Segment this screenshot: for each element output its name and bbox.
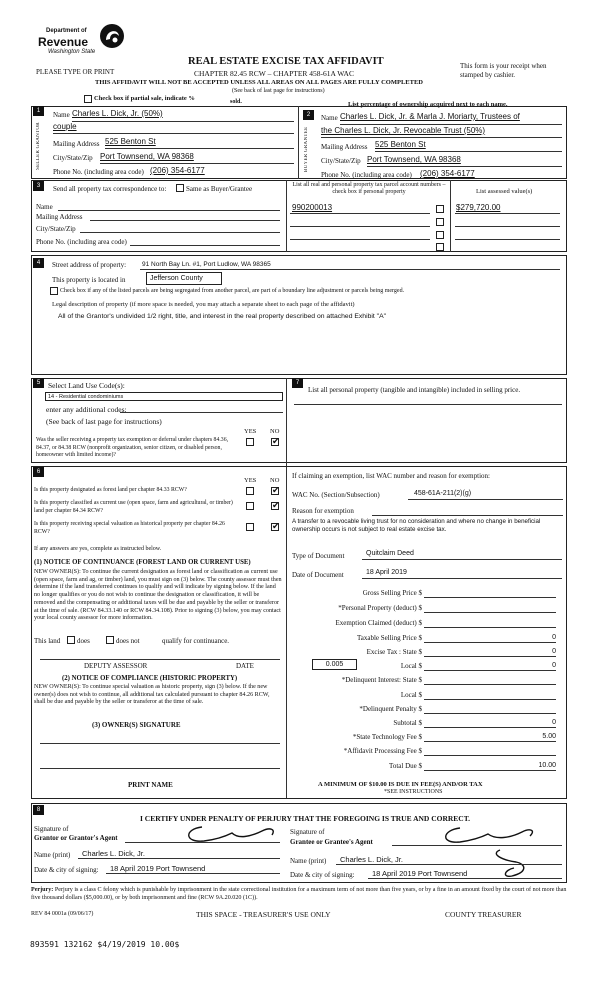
delinquent-interest-local	[424, 691, 556, 700]
assessed-header: List assessed value(s)	[476, 188, 533, 195]
form-chapter: CHAPTER 82.45 RCW – CHAPTER 458-61A WAC	[194, 69, 354, 78]
notice-compliance-text: NEW OWNER(S): To continue special valuation as historic property, sign (3) below. If the new owner(s) does not wish to continue, all additional tax calculated pursuant to chapter 84.26 RCW, shall be due and payable by the seller or transferor at the time of sale.	[34, 684, 270, 706]
legal-description: All of the Grantor's undivided 1/2 right, title, and interest in the real property described on attached Exhibit "A"	[58, 313, 387, 320]
same-as-buyer-checkbox[interactable]	[176, 184, 184, 192]
delinquent-penalty	[424, 705, 556, 714]
segregated-checkbox[interactable]	[50, 287, 58, 295]
section-3-number: 3	[33, 181, 44, 191]
notice-continuance-title: (1) NOTICE OF CONTINUANCE (FOREST LAND OR CURRENT USE)	[34, 559, 251, 566]
exemption-claimed-deduct	[424, 619, 556, 628]
county-field[interactable]	[146, 272, 222, 285]
sold-label: sold.	[230, 99, 242, 105]
logo-dept-line3: Washington State	[48, 49, 96, 55]
grantee-date-city: 18 April 2019 Port Townsend	[372, 869, 468, 878]
see-back-note: (See back of last page for instructions)	[232, 88, 325, 94]
section-1-number: 1	[33, 106, 44, 116]
taxable-selling-price: 0	[424, 634, 556, 643]
delinquent-interest-state	[424, 676, 556, 685]
parcel-checkbox-1[interactable]	[436, 205, 444, 213]
partial-sale-label: Check box if partial sale, indicate %	[94, 95, 195, 102]
forest-yes-checkbox[interactable]	[246, 487, 254, 495]
land-use-value: 14 - Residential condominiums	[48, 394, 124, 400]
exemption-question: Was the seller receiving a property tax exemption or deferral under chapters 84.36, 84.37, or 84.38 RCW (nonprofit organization, senior citizen, or disabled person, homeowner with limited income)?	[36, 437, 229, 458]
revenue-logo	[34, 22, 129, 60]
ownership-note: List percentage of ownership acquired next to each name.	[348, 101, 508, 108]
certify-statement: I CERTIFY UNDER PENALTY OF PERJURY THAT THE FOREGOING IS TRUE AND CORRECT.	[140, 814, 471, 823]
parcel-checkbox-3[interactable]	[436, 231, 444, 239]
notice-continuance-text: NEW OWNER(S): To continue the current designation as forest land or classification as current use (open space, farm and ag, or timber) land, you must sign on (3) below. The county assessor must then determine if the land transferred continues to qualify and will indicate by signing below. If the land no longer qualifies or you do not wish to continue the designation or classification, it will be removed and the compensating or additional taxes will be due and payable by the seller or transferor at the time of sale. (RCW 84.33.140 or RCW 84.34.108). Prior to signing (3) below, you may contact your local county assessor for more information.	[34, 569, 282, 622]
section-7-number: 7	[292, 378, 303, 388]
parcel-header: List all real and personal property tax parcel account numbers – check box if personal property	[292, 182, 446, 195]
grantee-print-name: Charles L. Dick, Jr.	[340, 855, 403, 864]
perjury-notice: Perjury: Perjury is a class C felony which is punishable by imprisonment in the state correctional institution for a maximum term of not more than five years, or by a fine in an amount fixed by the court of not more than five thousand dollars ($5,000.00), or by both imprisonment and fine (RCW 9A.20.020 (1C)).	[31, 887, 567, 901]
section-8-number: 8	[33, 805, 44, 815]
grantor-date-city: 18 April 2019 Port Townsend	[110, 864, 206, 873]
grantor-print-name: Charles L. Dick, Jr.	[82, 849, 145, 858]
personal-property-deduct	[424, 604, 556, 613]
please-type: PLEASE TYPE OR PRINT	[36, 68, 115, 76]
buyer-mailing-address: 525 Benton St	[375, 140, 426, 149]
revenue-swirl-icon	[98, 22, 126, 50]
owner-signature-title: (3) OWNER(S) SIGNATURE	[92, 721, 181, 729]
buyer-name: Charles L. Dick, Jr. & Marla J. Moriarty, Trustees of	[340, 112, 520, 121]
land-use-select[interactable]	[45, 392, 283, 401]
not-accepted-note: THIS AFFIDAVIT WILL NOT BE ACCEPTED UNLESS ALL AREAS ON ALL PAGES ARE FULLY COMPLETED	[95, 79, 423, 86]
form-title: REAL ESTATE EXCISE TAX AFFIDAVIT	[188, 56, 384, 67]
logo-dept-line2: Revenue	[38, 35, 89, 49]
exemption-reason: A transfer to a revocable living trust for no consideration and where no change in beneficial ownership occurs is not subject to real estate excise tax.	[292, 518, 541, 533]
document-date: 18 April 2019	[366, 569, 407, 576]
section-2-number: 2	[303, 110, 314, 120]
county-value: Jefferson County	[150, 275, 203, 282]
notice-compliance-title: (2) NOTICE OF COMPLIANCE (HISTORIC PROPERTY)	[62, 675, 238, 682]
rev-form-code: REV 84 0001a (09/06/17)	[31, 911, 94, 917]
document-type: Quitclaim Deed	[366, 550, 414, 557]
section-6-number: 6	[33, 467, 44, 477]
exemption-no-checkbox[interactable]	[271, 438, 279, 446]
partial-sale-checkbox[interactable]	[84, 95, 92, 103]
send-correspondence-label: Send all property tax correspondence to:	[53, 185, 167, 193]
subtotal: 0	[424, 719, 556, 728]
state-technology-fee: 5.00	[424, 733, 556, 742]
personal-property-label: List all personal property (tangible and intangible) included in selling price.	[308, 386, 521, 394]
minimum-due-note: A MINIMUM OF $10.00 IS DUE IN FEE(S) AND/OR TAX	[318, 781, 483, 788]
excise-tax-state: 0	[424, 648, 556, 657]
does-qualify-checkbox[interactable]	[67, 636, 75, 644]
historic-yes-checkbox[interactable]	[246, 523, 254, 531]
local-rate-value: 0.005	[325, 661, 344, 668]
seller-name-cont: couple	[53, 122, 77, 131]
parcel-number: 990200013	[292, 203, 333, 212]
street-address: 91 North Bay Ln. #1, Port Ludlow, WA 98365	[142, 261, 271, 268]
print-name-label: PRINT NAME	[128, 781, 173, 789]
receipt-note: This form is your receipt when stamped by cashier.	[460, 62, 547, 79]
buyer-city: Port Townsend, WA 98368	[367, 155, 461, 164]
section-4-number: 4	[33, 258, 44, 268]
exemption-yes-checkbox[interactable]	[246, 438, 254, 446]
treasurer-space-label: THIS SPACE - TREASURER'S USE ONLY	[196, 910, 331, 919]
total-due: 10.00	[424, 762, 556, 771]
logo-dept-line1: Department of	[46, 28, 87, 34]
historic-no-checkbox[interactable]	[271, 523, 279, 531]
seller-phone: (206) 354-6177	[150, 166, 205, 175]
seller-mailing-address: 525 Benton St	[105, 137, 156, 146]
seller-name: Charles L. Dick, Jr. (50%)	[72, 109, 163, 118]
seller-city: Port Townsend, WA 98368	[100, 152, 194, 161]
excise-tax-local: 0	[424, 662, 556, 671]
buyer-name-cont: the Charles L. Dick, Jr. Revocable Trust (50%)	[321, 126, 486, 135]
buyer-phone: (206) 354-6177	[420, 169, 475, 178]
parcel-checkbox-2[interactable]	[436, 218, 444, 226]
current-use-yes-checkbox[interactable]	[246, 502, 254, 510]
buyer-side-label: BUYER GRANTEE	[304, 126, 309, 172]
forest-no-checkbox[interactable]	[271, 487, 279, 495]
gross-selling-price	[424, 589, 556, 598]
affidavit-processing-fee	[424, 747, 556, 756]
cashier-stamp: 893591 132162 $4/19/2019 10.00$	[30, 940, 180, 949]
forest-land-question: Is this property designated as forest land per chapter 84.33 RCW?	[34, 487, 187, 493]
section-5-number: 5	[33, 378, 44, 388]
current-use-no-checkbox[interactable]	[271, 502, 279, 510]
does-not-qualify-checkbox[interactable]	[106, 636, 114, 644]
parcel-checkbox-4[interactable]	[436, 243, 444, 251]
assessed-value: $279,720.00	[456, 203, 501, 212]
grantor-signature-icon	[180, 823, 280, 847]
county-treasurer-label: COUNTY TREASURER	[445, 910, 522, 919]
historic-question: Is this property receiving special valuation as historical property per chapter 84.26 RCW?	[34, 521, 225, 535]
seller-side-label: SELLER GRANTOR	[36, 122, 41, 170]
current-use-question: Is this property classified as current use (open space, farm and agricultural, or timber) land per chapter 84.34 RCW?	[34, 500, 233, 514]
wac-number: 458-61A-211(2)(g)	[414, 490, 472, 497]
see-instructions-note: *SEE INSTRUCTIONS	[384, 789, 443, 795]
